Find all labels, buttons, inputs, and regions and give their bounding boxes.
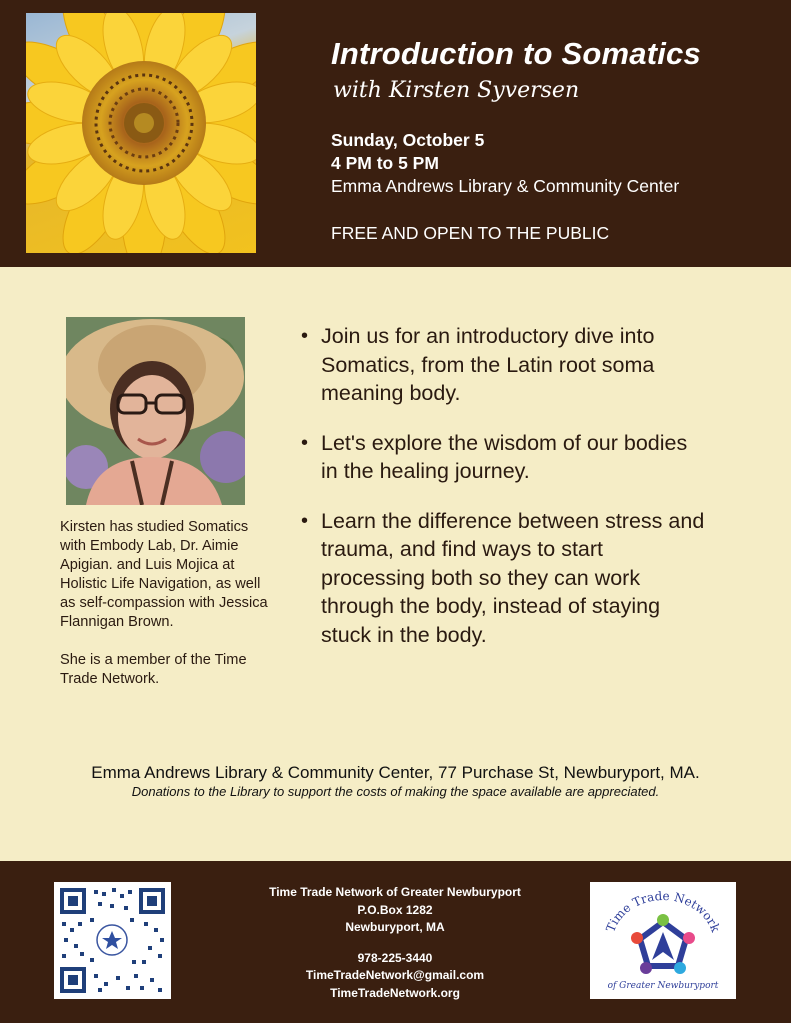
event-date: Sunday, October 5 (331, 130, 485, 150)
highlight-item: • Join us for an introductory dive into Somatics, from the Latin root soma meaning body. (299, 322, 709, 408)
presenter-bio (60, 518, 275, 708)
presenter-photo (66, 317, 245, 505)
sunflower-photo (26, 13, 256, 253)
event-venue: Emma Andrews Library & Community Center (331, 176, 680, 196)
admission-note: FREE AND OPEN TO THE PUBLIC (331, 223, 610, 243)
po-box: P.O.Box 1282 (357, 902, 433, 917)
header-banner (0, 0, 791, 267)
bio-paragraph: She is a member of the Time Trade Network. (60, 652, 247, 687)
phone-number: 978-225-3440 (357, 950, 433, 965)
logo-bottom-text: of Greater Newburyport (607, 981, 719, 991)
event-address: Emma Andrews Library & Community Center, 77 Purchase St, Newburyport, MA. (91, 763, 700, 782)
event-title: Introduction to Somatics (331, 36, 701, 71)
logo-arc-text: Time Trade Network (603, 888, 723, 935)
event-highlights (299, 322, 709, 670)
org-name: Time Trade Network of Greater Newburyport (269, 885, 521, 899)
highlight-item: • Let's explore the wisdom of our bodies in the healing journey. (299, 429, 709, 486)
time-trade-network-logo (590, 882, 736, 999)
email-link[interactable]: TimeTradeNetwork@gmail.com (305, 968, 485, 982)
city: Newburyport, MA (345, 920, 445, 934)
bio-paragraph: Kirsten has studied Somatics with Embody Lab, Dr. Aimie Apigian. and Luis Mojica at Holistic Life Navigation, as well as self-compassion with Jessica Flannigan Brown. (60, 519, 268, 630)
qr-code[interactable] (54, 882, 171, 999)
highlight-item: • Learn the difference between stress and trauma, and find ways to start processing both so they can work through the body, instead of staying stuck in the body. (299, 507, 709, 650)
event-subtitle: with Kirsten Syversen (333, 78, 580, 103)
contact-block (245, 884, 545, 1002)
website-link[interactable]: TimeTradeNetwork.org (330, 985, 460, 1000)
donation-note: Donations to the Library to support the costs of making the space available are appreciated. (131, 784, 660, 799)
event-time: 4 PM to 5 PM (331, 153, 439, 173)
